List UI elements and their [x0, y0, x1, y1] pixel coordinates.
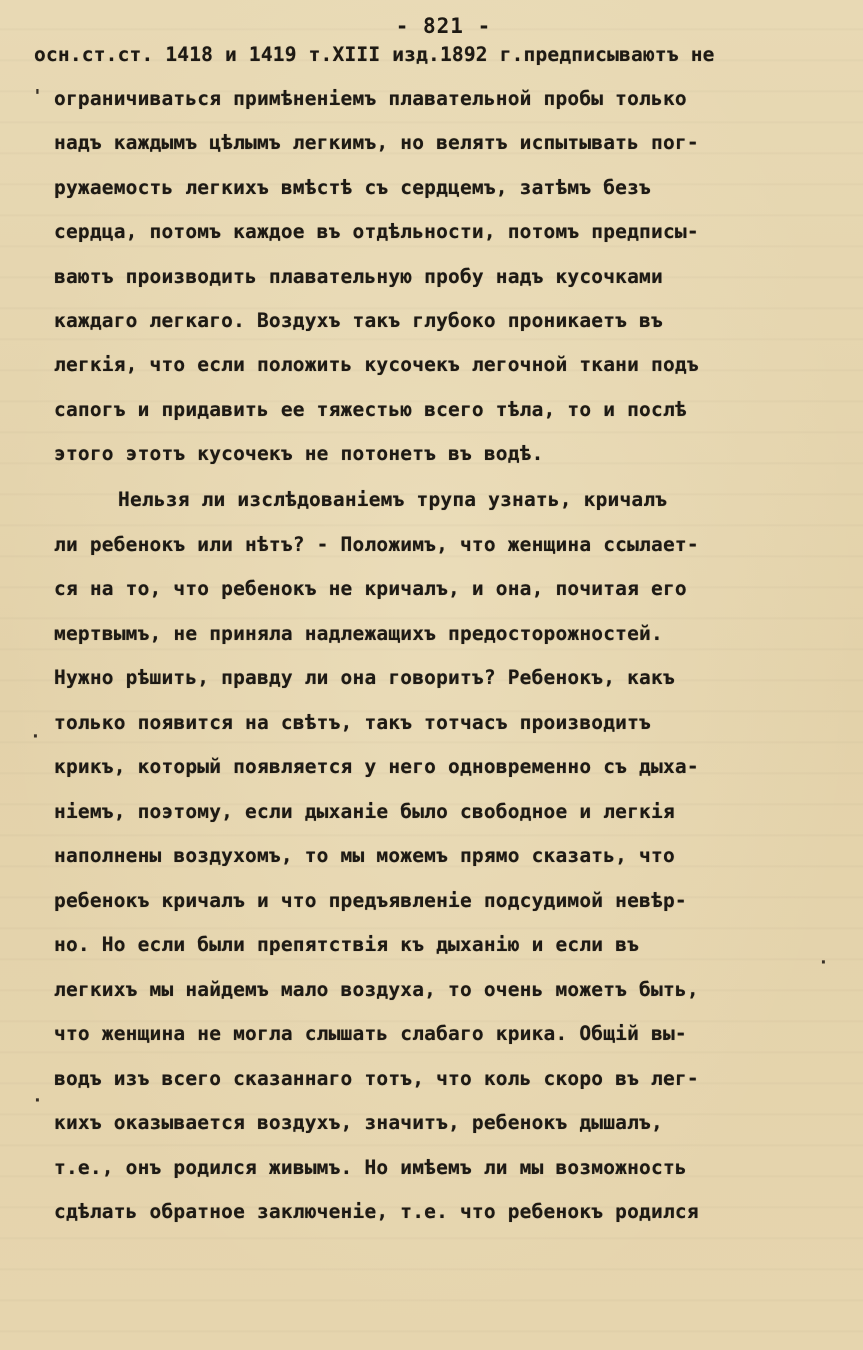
- margin-mark: ·: [32, 1090, 43, 1111]
- text-line: ваютъ производить плавательную пробу надъ кусочками: [54, 265, 663, 288]
- text-line: что женщина не могла слышать слабаго крика. Общій вы-: [54, 1022, 687, 1045]
- text-line: легкія, что если положить кусочекъ легочной ткани подъ: [54, 353, 699, 376]
- text-line: ружаемость легкихъ вмѣстѣ съ сердцемъ, затѣмъ безъ: [54, 176, 651, 199]
- text-line: Нужно рѣшить, правду ли она говоритъ? Ребенокъ, какъ: [54, 666, 675, 689]
- text-line: надъ каждымъ цѣлымъ легкимъ, но велятъ испытывать пог-: [54, 131, 699, 154]
- text-line: ребенокъ кричалъ и что предъявленіе подсудимой невѣр-: [54, 889, 687, 912]
- text-line: крикъ, который появляется у него одновременно съ дыха-: [54, 755, 699, 778]
- margin-mark: ·: [818, 952, 829, 973]
- margin-mark: ·: [30, 726, 41, 747]
- text-line: ся на то, что ребенокъ не кричалъ, и она, почитая его: [54, 577, 687, 600]
- text-line: сдѣлать обратное заключеніе, т.е. что ребенокъ родился: [54, 1200, 699, 1223]
- text-line: осн.ст.ст. 1418 и 1419 т.XIII изд.1892 г.предписываютъ не: [34, 43, 715, 66]
- text-line: наполнены воздухомъ, то мы можемъ прямо сказать, что: [54, 844, 675, 867]
- text-line: мертвымъ, не приняла надлежащихъ предосторожностей.: [54, 622, 663, 645]
- text-line: этого этотъ кусочекъ не потонетъ въ водѣ.: [54, 442, 544, 465]
- text-line: кихъ оказывается воздухъ, значитъ, ребенокъ дышалъ,: [54, 1111, 663, 1134]
- page-number: - 821 -: [395, 14, 492, 38]
- text-line: Нельзя ли изслѣдованіемъ трупа узнать, кричалъ: [118, 488, 668, 511]
- text-line: сапогъ и придавить ее тяжестью всего тѣла, то и послѣ: [54, 398, 687, 421]
- text-line: ли ребенокъ или нѣтъ? - Положимъ, что женщина ссылает-: [54, 533, 699, 556]
- text-line: т.е., онъ родился живымъ. Но имѣемъ ли мы возможность: [54, 1156, 687, 1179]
- text-line: но. Но если были препятствія къ дыханію и если въ: [54, 933, 640, 956]
- margin-mark: ': [32, 86, 43, 107]
- text-line: только появится на свѣтъ, такъ тотчасъ производитъ: [54, 711, 651, 734]
- text-line: каждаго легкаго. Воздухъ такъ глубоко проникаетъ въ: [54, 309, 663, 332]
- text-line: ніемъ, поэтому, если дыханіе было свободное и легкія: [54, 800, 675, 823]
- text-line: легкихъ мы найдемъ мало воздуха, то очень можетъ быть,: [54, 978, 699, 1001]
- text-line: водъ изъ всего сказаннаго тотъ, что коль скоро въ лег-: [54, 1067, 699, 1090]
- text-line: ограничиваться примѣненіемъ плавательной пробы только: [54, 87, 687, 110]
- text-line: сердца, потомъ каждое въ отдѣльности, потомъ предписы-: [54, 220, 699, 243]
